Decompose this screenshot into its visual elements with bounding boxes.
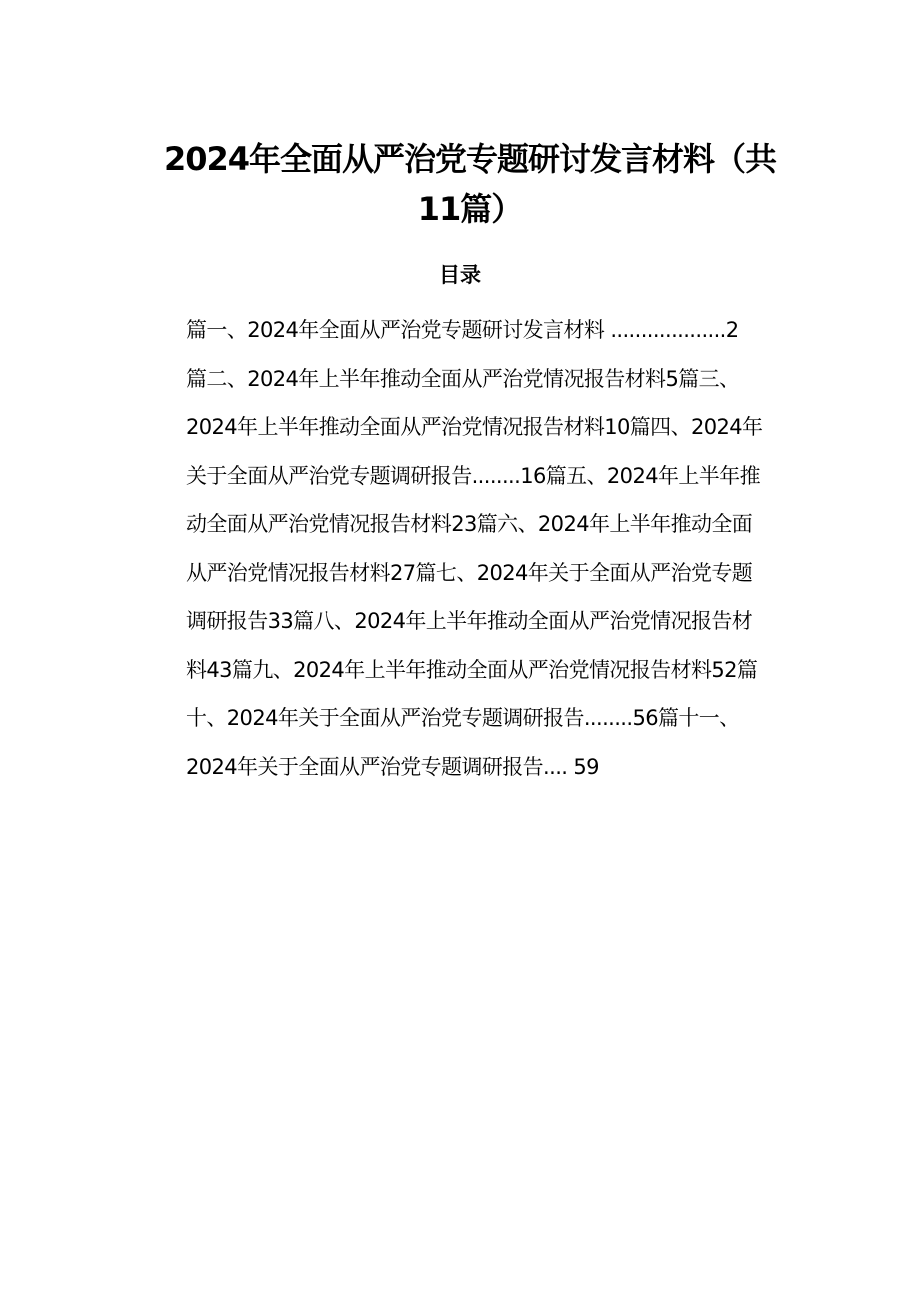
toc-heading: 目录 bbox=[439, 263, 481, 287]
toc-line: 从严治党情况报告材料27篇七、2024年关于全面从严治党专题 bbox=[186, 560, 753, 585]
document-title-line-2: 11篇） bbox=[417, 190, 523, 228]
toc-line: 篇二、2024年上半年推动全面从严治党情况报告材料5篇三、 bbox=[186, 366, 740, 391]
toc-line: 2024年上半年推动全面从严治党情况报告材料10篇四、2024年 bbox=[186, 415, 763, 439]
toc-line: 调研报告33篇八、2024年上半年推动全面从严治党情况报告材 bbox=[186, 609, 753, 633]
document-title-line-1: 2024年全面从严治党专题研讨发言材料（共 bbox=[163, 140, 777, 178]
toc-line: 2024年关于全面从严治党专题调研报告.... 59 bbox=[186, 754, 599, 779]
toc-line: 关于全面从严治党专题调研报告........16篇五、2024年上半年推 bbox=[186, 463, 760, 488]
toc-line: 篇一、2024年全面从严治党专题研讨发言材料 ...................2 bbox=[186, 318, 739, 342]
toc-line: 料43篇九、2024年上半年推动全面从严治党情况报告材料52篇 bbox=[186, 657, 758, 682]
toc-line: 动全面从严治党情况报告材料23篇六、2024年上半年推动全面 bbox=[186, 512, 753, 536]
document-title bbox=[150, 134, 790, 234]
table-of-contents bbox=[186, 306, 816, 791]
toc-line: 十、2024年关于全面从严治党专题调研报告........56篇十一、 bbox=[186, 706, 740, 730]
